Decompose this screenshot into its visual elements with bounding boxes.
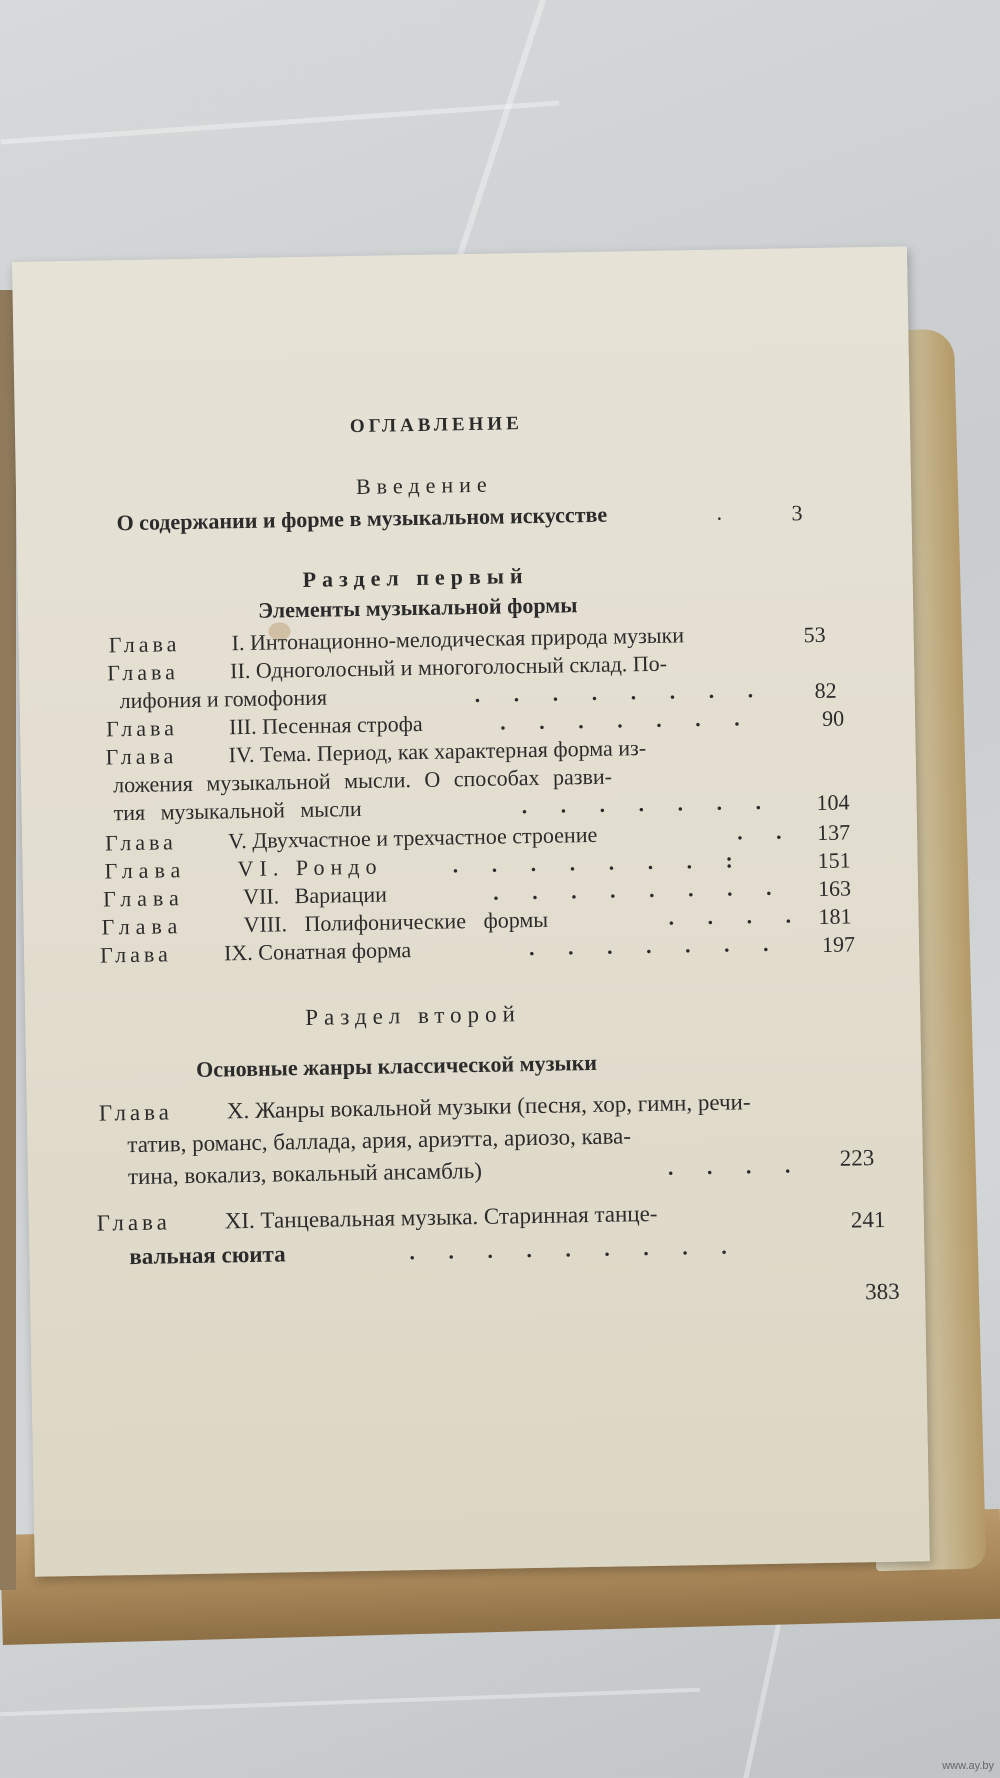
chapter-label: Глава	[96, 1209, 172, 1236]
book-page	[12, 246, 930, 1576]
floor-tile-seam	[0, 1688, 700, 1716]
chapter-label: Глава	[108, 631, 181, 658]
intro-page: 3	[791, 500, 803, 526]
chapter-label: Глава	[98, 1099, 174, 1126]
leader-dots: . . . .	[668, 902, 806, 930]
section2-subheading: Основные жанры классической музыки	[195, 1049, 598, 1082]
chapter-title-line: I. Интонационно-мелодическая природа музыки	[231, 622, 685, 656]
chapter-title-line: V. Двухчастное и трехчастное строение	[227, 821, 598, 854]
chapter-title-line: вальная сюита	[129, 1241, 286, 1270]
chapter-title-line: тия музыкальной мысли	[113, 795, 362, 826]
chapter-page: 53	[803, 621, 826, 648]
section1-heading: Раздел первый	[302, 563, 529, 592]
chapter-page: 104	[816, 789, 850, 816]
chapter-title-line: IV. Тема. Период, как характерная форма из-	[228, 735, 647, 768]
leader-dots: . . . . . . . :	[452, 847, 748, 878]
toc-title: ОГЛАВЛЕНИЕ	[349, 413, 523, 438]
chapter-label: Глава	[105, 715, 179, 742]
leader-dots: . .	[736, 818, 796, 845]
chapter-title-line: лифония и гомофония	[119, 684, 328, 714]
leader-dots: . . . . . . . . .	[409, 1233, 742, 1265]
leader-dots: . . . . . . .	[528, 930, 783, 961]
chapter-title-line: VII. Вариации	[242, 881, 388, 910]
leader-dots: . . . . . . .	[499, 705, 754, 735]
chapter-page: 82	[814, 677, 837, 704]
chapter-title-line: IX. Сонатная форма	[223, 937, 412, 966]
floor-tile-seam	[1, 100, 560, 144]
chapter-label: Глава	[99, 941, 172, 968]
chapter-title-line: ложения музыкальной мысли. О способах разви-	[112, 763, 613, 798]
page-number: 383	[864, 1278, 900, 1305]
chapter-title-line: III. Песенная строфа	[228, 710, 423, 740]
leader-dots: . . . .	[667, 1152, 805, 1180]
chapter-label: Глава	[104, 857, 187, 884]
watermark: www.ay.by	[942, 1760, 994, 1772]
chapter-label: Глава	[104, 829, 178, 856]
chapter-title-line: тина, вокализ, вокальный ансамбль)	[127, 1157, 483, 1190]
book-spine	[0, 290, 16, 1590]
intro-heading: Введение	[355, 471, 493, 500]
chapter-page: 151	[817, 847, 851, 874]
leader-dots: . . . . . . .	[521, 788, 776, 819]
section1-subheading: Элементы музыкальной формы	[257, 592, 578, 623]
chapter-page: 163	[817, 875, 852, 902]
chapter-title-line: VI. Рондо	[237, 853, 383, 882]
chapter-page: 197	[821, 931, 856, 957]
chapter-label: Глава	[105, 743, 178, 770]
section2-heading: Раздел второй	[305, 1001, 522, 1030]
chapter-title-line: татив, романс, баллада, ария, ариэтта, ариозо, кава-	[127, 1123, 632, 1158]
leader-dots: . . . . . . . .	[474, 676, 768, 707]
floor-tile-seam	[739, 1602, 785, 1778]
chapter-page: 90	[821, 705, 845, 731]
chapter-label: Глава	[102, 885, 186, 912]
chapter-title-line: II. Одноголосный и многоголосный склад. По-	[229, 650, 668, 684]
chapter-label: Глава	[106, 659, 180, 686]
chapter-title-line: XI. Танцевальная музыка. Старинная танце-	[224, 1200, 658, 1234]
chapter-title-line: VIII. Полифонические формы	[243, 906, 549, 938]
chapter-page: 223	[839, 1145, 875, 1171]
intro-line: О содержании и форме в музыкальном искусстве	[116, 501, 608, 536]
chapter-page: 137	[816, 819, 851, 846]
intro-dots: .	[716, 499, 723, 525]
chapter-page: 241	[850, 1206, 886, 1233]
leader-dots: . . . . . . . .	[492, 874, 786, 905]
chapter-title-line: X. Жанры вокальной музыки (песня, хор, гимн, речи-	[226, 1089, 751, 1124]
floor-tile-seam	[451, 0, 546, 277]
chapter-page: 181	[818, 903, 852, 930]
chapter-label: Глава	[101, 913, 184, 940]
